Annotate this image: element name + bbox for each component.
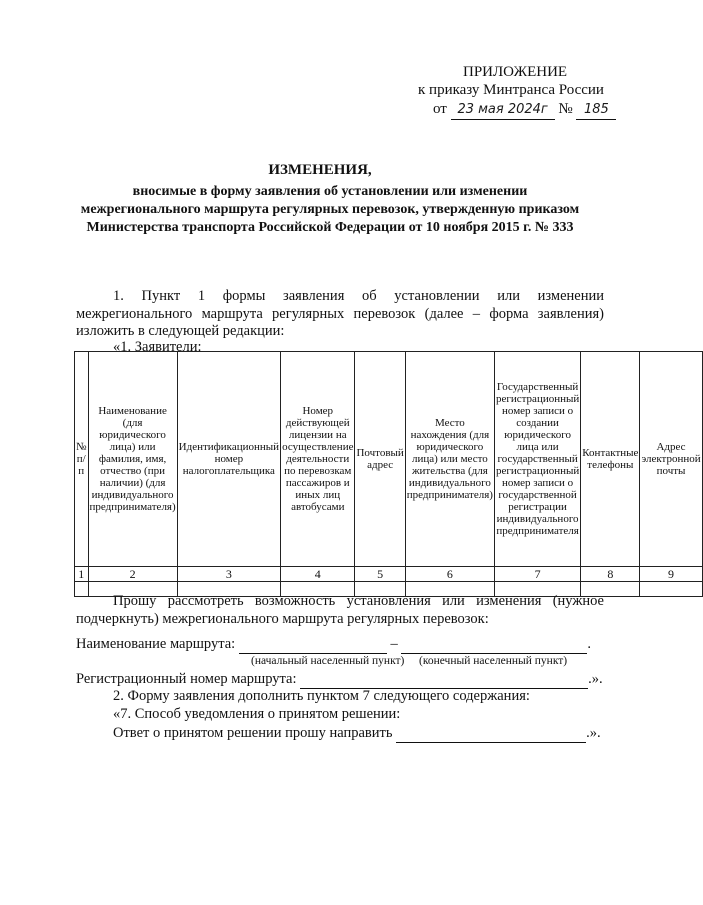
route-name-label: Наименование маршрута: [76, 636, 236, 652]
item2-line-3-wrap [113, 724, 601, 743]
title-line-3: Министерства транспорта Российской Федерации от 10 ноября 2015 г. № 333 [86, 220, 574, 235]
table-number-cell: 2 [88, 567, 177, 582]
table-header-cell: Адрес электронной почты [640, 352, 702, 567]
table-empty-cell [640, 582, 702, 597]
table-number-cell: 3 [177, 567, 280, 582]
route-name-line [76, 635, 591, 654]
item1-line-3: изложить в следующей редакции: [76, 323, 285, 339]
title-line-1: вносимые в форму заявления об установлении или изменении [132, 184, 528, 199]
table-number-cell: 4 [281, 567, 355, 582]
table-number-cell: 5 [355, 567, 405, 582]
route-reg-end: .». [588, 671, 603, 687]
request-line-1: Прошу рассмотреть возможность установления или изменения (нужное [113, 593, 604, 609]
table-header-cell: Идентификационный номер налогоплательщика [177, 352, 280, 567]
date-prefix: от [433, 101, 447, 117]
table-header-cell: Контактные телефоны [581, 352, 640, 567]
item1-line-1: 1. Пункт 1 формы заявления об установлении или изменении [113, 288, 604, 304]
table-header-cell: Почтовый адрес [355, 352, 405, 567]
notify-method-blank [396, 724, 586, 743]
route-end-blank [401, 635, 587, 654]
item2-line-3-end: .». [586, 725, 601, 741]
appendix-heading: ПРИЛОЖЕНИЕ [463, 64, 568, 80]
order-number-handwritten: 185 [576, 101, 616, 120]
table-header-cell: Место нахождения (для юридического лица) или место жительства (для индивидуального предпринимателя) [405, 352, 494, 567]
item2-line-3: Ответ о принятом решении прошу направить [113, 725, 393, 741]
table-number-cell: 7 [494, 567, 580, 582]
title-line-2: межрегионального маршрута регулярных перевозок, утвержденную приказом [80, 202, 580, 217]
route-start-blank [239, 635, 387, 654]
applicants-table [74, 351, 703, 597]
document-title: ИЗМЕНЕНИЯ, [268, 162, 372, 178]
table-header-cell: № п/ п [75, 352, 89, 567]
item2-line-2: «7. Способ уведомления о принятом решении: [113, 706, 401, 722]
item1-quote: «1. Заявители: [113, 339, 202, 355]
order-date-handwritten: 23 мая 2024г [451, 101, 555, 120]
table-number-cell: 8 [581, 567, 640, 582]
table-header-cell: Номер действующей лицензии на осуществление деятельности по перевозкам пассажиров и иных лиц автобусами [281, 352, 355, 567]
route-end-caption: (конечный населенный пункт) [419, 655, 568, 667]
route-start-caption: (начальный населенный пункт) [251, 655, 405, 667]
route-dash: – [390, 636, 398, 652]
route-name-end: . [587, 636, 591, 652]
table-header-row [75, 352, 703, 567]
table-number-cell: 6 [405, 567, 494, 582]
item2-line-1: 2. Форму заявления дополнить пунктом 7 следующего содержания: [113, 688, 530, 704]
table-header-cell: Наименование (для юридического лица) или фамилия, имя, отчество (при наличии) (для индивидуального предпринимателя) [88, 352, 177, 567]
table-number-row [75, 567, 703, 582]
item1-line-2: межрегионального маршрута регулярных перевозок (далее – форма заявления) [76, 306, 604, 322]
number-prefix: № [558, 101, 573, 117]
appendix-order-ref: к приказу Минтранса России [418, 82, 604, 98]
route-reg-label: Регистрационный номер маршрута: [76, 671, 297, 687]
table-empty-cell [75, 582, 89, 597]
order-date-line [433, 100, 616, 120]
request-line-2: подчеркнуть) межрегионального маршрута регулярных перевозок: [76, 611, 489, 627]
table-header-cell: Государственный регистрационный номер записи о создании юридического лица или государственный регистрационный номер записи о государственной регистрации индивидуального предпринимателя [494, 352, 580, 567]
table-number-cell: 9 [640, 567, 702, 582]
table-number-cell: 1 [75, 567, 89, 582]
